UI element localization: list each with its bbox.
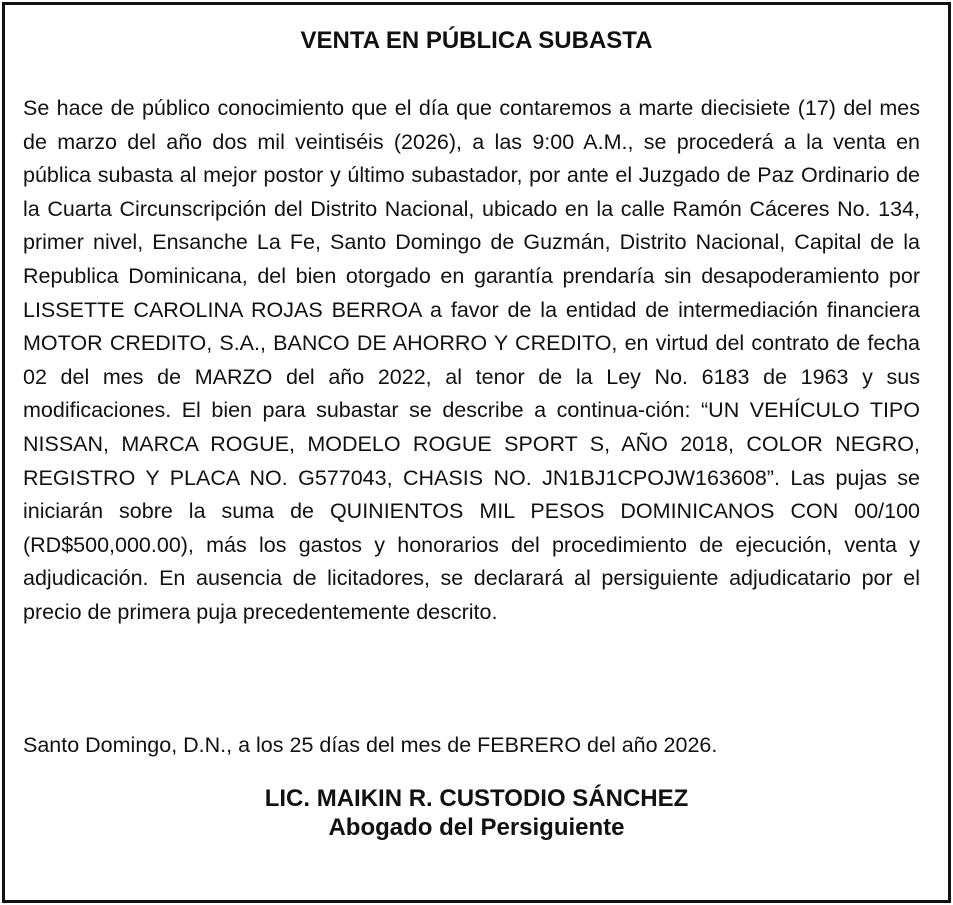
- signatory-name: LIC. MAIKIN R. CUSTODIO SÁNCHEZ: [264, 785, 689, 812]
- notice-date-line: Santo Domingo, D.N., a los 25 días del mes de FEBRERO del año 2026.: [23, 733, 718, 757]
- notice-title: VENTA EN PÚBLICA SUBASTA: [300, 27, 653, 54]
- signatory-role: Abogado del Persiguiente: [328, 814, 625, 841]
- signature-block: [0, 784, 953, 842]
- notice-body: Se hace de público conocimiento que el día que contaremos a marte diecisiete (17) del mes de marzo del año dos mil veintiséis (2026), a las 9:00 A.M., se procederá a la venta en pública subasta al mejor postor y último subastador, por ante el Juzgado de Paz Ordinario de la Cuarta Circunscripción del Distrito Nacional, ubicado en la calle Ramón Cáceres No. 134, primer nivel, Ensanche La Fe, Santo Domingo de Guzmán, Distrito Nacional, Capital de la Republica Dominicana, del bien otorgado en garantía prendaría sin desapoderamiento por LISSETTE CAROLINA ROJAS BERROA a favor de la entidad de intermediación financiera MOTOR CREDITO, S.A., BANCO DE AHORRO Y CREDITO, en virtud del contrato de fecha 02 del mes de MARZO del año 2022, al tenor de la Ley No. 6183 de 1963 y sus modificaciones. El bien para subastar se describe a continua-ción: “UN VEHÍCULO TIPO NISSAN, MARCA ROGUE, MODELO ROGUE SPORT S, AÑO 2018, COLOR NEGRO, REGISTRO Y PLACA NO. G577043, CHASIS NO. JN1BJ1CPOJW163608”. Las pujas se iniciarán sobre la suma de QUINIENTOS MIL PESOS DOMINICANOS CON 00/100 (RD$500,000.00), más los gastos y honorarios del procedimiento de ejecución, venta y adjudicación. En ausencia de licitadores, se declarará al persiguiente adjudicatario por el precio de primera puja precedentemente descrito.: [23, 96, 920, 624]
